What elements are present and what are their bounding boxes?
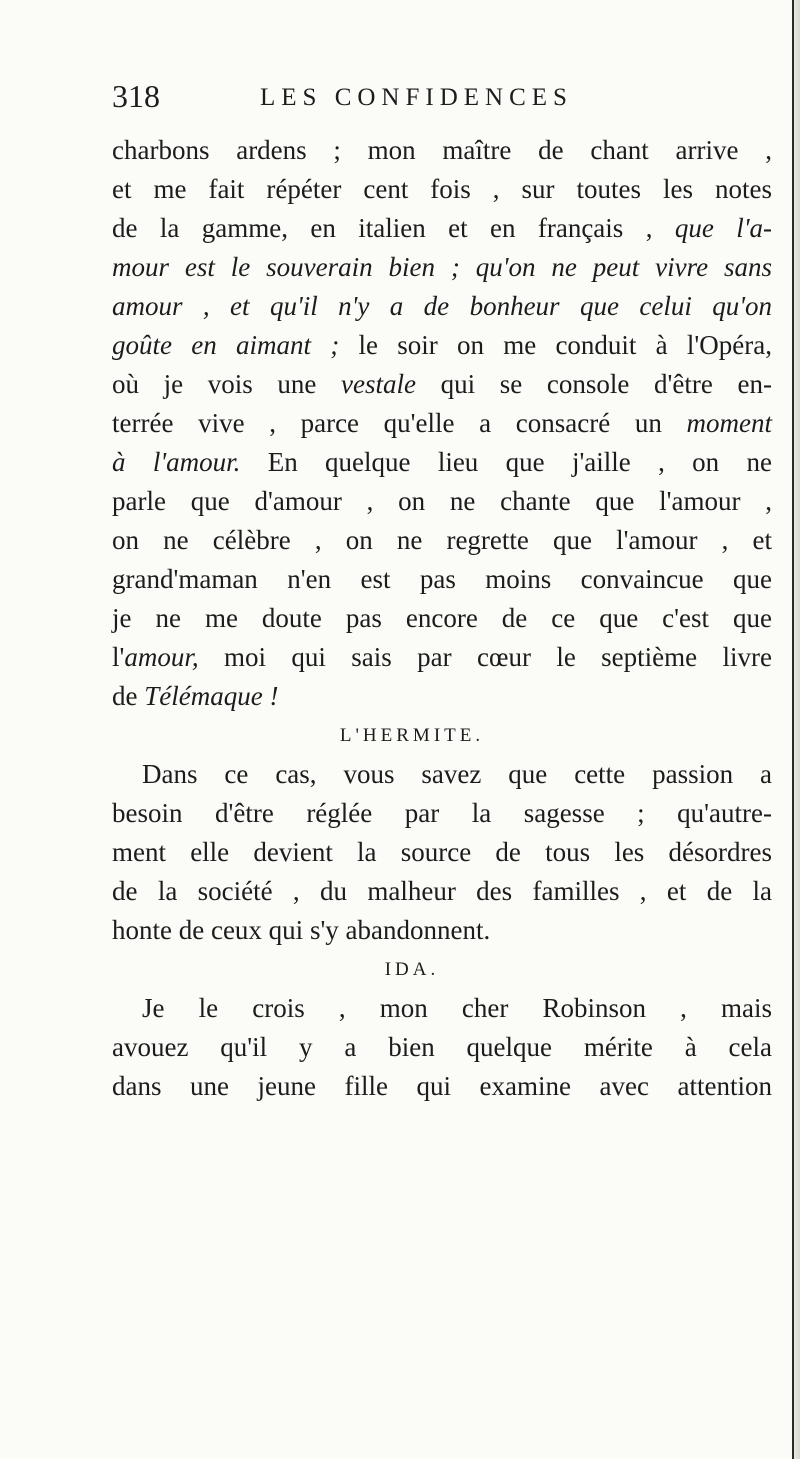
text-line: terrée vive , parce qu'elle a consacré un moment bbox=[112, 408, 772, 438]
page-edge bbox=[792, 0, 794, 1459]
page-edge-shadow bbox=[794, 0, 800, 1459]
text-line: charbons ardens ; mon maître de chant arrive , bbox=[112, 135, 772, 165]
text-line: l'amour, moi qui sais par cœur le septième livre bbox=[112, 642, 772, 672]
text-line: parle que d'amour , on ne chante que l'amour , bbox=[112, 486, 772, 516]
text-line: grand'maman n'en est pas moins convaincue que bbox=[112, 564, 772, 594]
text-line: et me fait répéter cent fois , sur toutes les notes bbox=[112, 174, 772, 204]
text-line: je ne me doute pas encore de ce que c'est que bbox=[112, 603, 772, 633]
text-line: goûte en aimant ; le soir on me conduit à l'Opéra, bbox=[112, 330, 772, 360]
text-line: où je vois une vestale qui se console d'être en- bbox=[112, 369, 772, 399]
text-line: besoin d'être réglée par la sagesse ; qu'autre- bbox=[112, 798, 772, 828]
text-line: ment elle devient la source de tous les désordres bbox=[112, 837, 772, 867]
text-line: de la gamme, en italien et en français , que l'a- bbox=[112, 213, 772, 243]
text-line: amour , et qu'il n'y a de bonheur que celui qu'on bbox=[112, 291, 772, 321]
text-line: Je le crois , mon cher Robinson , mais bbox=[142, 993, 772, 1023]
page-header bbox=[112, 76, 772, 116]
text-line: honte de ceux qui s'y abandonnent. bbox=[112, 915, 491, 945]
text-line: de Télémaque ! bbox=[112, 681, 279, 711]
text-line: à l'amour. En quelque lieu que j'aille , on ne bbox=[112, 447, 772, 477]
text-line: avouez qu'il y a bien quelque mérite à cela bbox=[112, 1032, 772, 1062]
speaker-name: L'HERMITE. bbox=[339, 725, 485, 746]
running-head: LES CONFIDENCES bbox=[260, 84, 573, 111]
text-line: Dans ce cas, vous savez que cette passion a bbox=[142, 759, 772, 789]
text-line: on ne célèbre , on ne regrette que l'amour , et bbox=[112, 525, 772, 555]
body-text bbox=[112, 131, 772, 1106]
speaker-name: IDA. bbox=[384, 959, 440, 980]
text-line: de la société , du malheur des familles , et de la bbox=[112, 876, 772, 906]
text-line: mour est le souverain bien ; qu'on ne peut vivre sans bbox=[112, 252, 772, 282]
text-line: dans une jeune fille qui examine avec attention bbox=[112, 1071, 772, 1101]
page-number: 318 bbox=[112, 78, 160, 114]
